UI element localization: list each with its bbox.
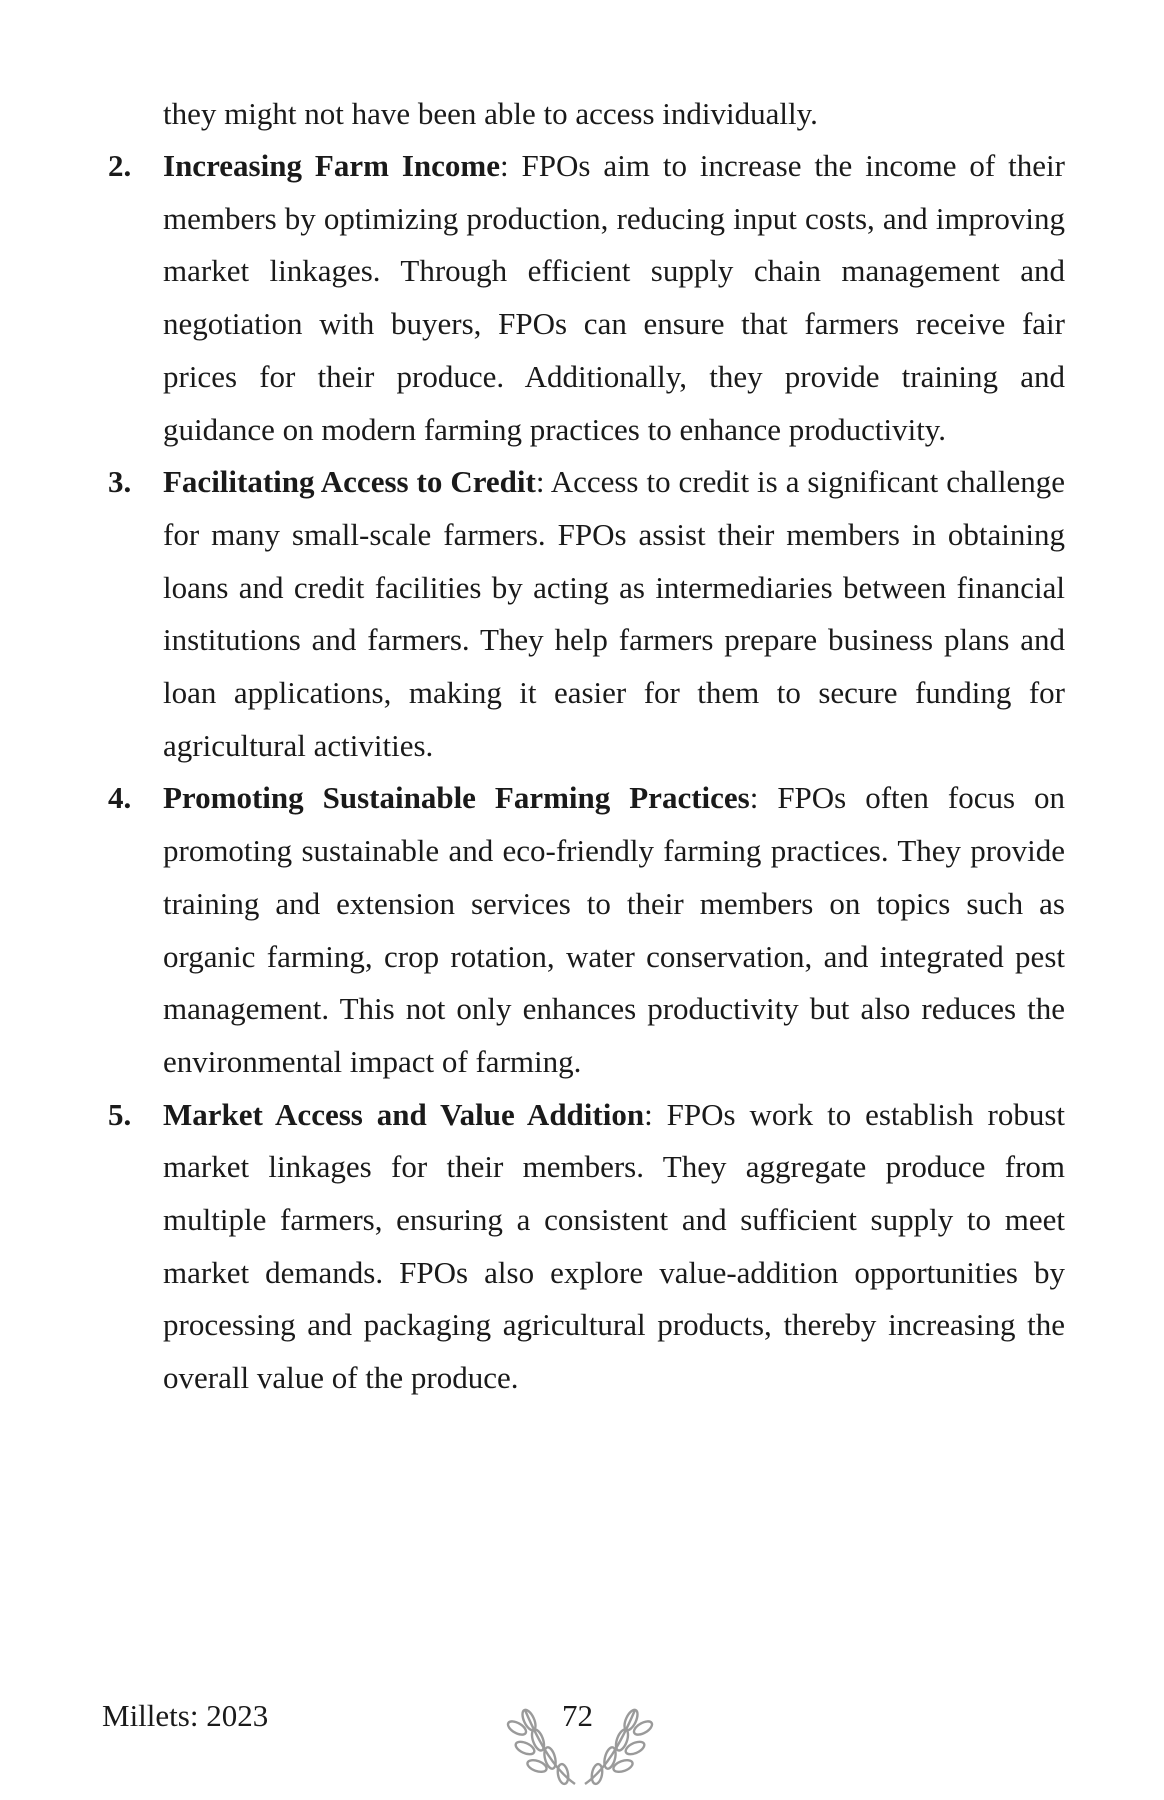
item-body: : FPOs aim to increase the income of their members by optimizing production, reducing input costs, and improving market linkages. Through efficient supply chain management and negotiation with buyers, FPOs can ensure that farmers receive fair prices for their produce. Additionally, they provide training and guidance on modern farming practices to enhance productivity. (163, 148, 1065, 447)
item-title: Increasing Farm Income (163, 148, 500, 183)
item-number: 4. (108, 780, 132, 816)
page-footer (0, 1690, 1164, 1790)
item-body: : Access to credit is a significant challenge for many small-scale farmers. FPOs assist their members in obtaining loans and credit facilities by acting as intermediaries between financial institutions and farmers. They help farmers prepare business plans and loan applications, making it easier for them to secure funding for agricultural activities. (163, 464, 1065, 763)
item-title: Market Access and Value Addition (163, 1096, 645, 1132)
continuation-paragraph: they might not have been able to access individually. (163, 96, 818, 131)
numbered-list (0, 140, 1164, 1405)
page-number: 72 (562, 1698, 593, 1733)
item-number: 3. (108, 464, 132, 500)
item-body: : FPOs work to establish robust market linkages for their members. They aggregate produce from multiple farmers, ensuring a consistent and sufficient supply to meet market demands. FPOs also explore value-addition opportunities by processing and packaging agricultural products, thereby increasing the overall value of the produce. (163, 1096, 1065, 1396)
list-item (0, 140, 1065, 456)
item-title: Facilitating Access to Credit (163, 464, 536, 500)
item-title: Promoting Sustainable Farming Practices (163, 780, 750, 816)
item-number: 2. (108, 148, 132, 183)
book-title: Millets: 2023 (102, 1698, 269, 1733)
list-item (0, 1089, 1065, 1405)
list-item (0, 772, 1065, 1088)
item-body: : FPOs often focus on promoting sustainable and eco-friendly farming practices. They provide training and extension services to their members on topics such as organic farming, crop rotation, water conservation, and integrated pest management. This not only enhances productivity but also reduces the environmental impact of farming. (163, 780, 1065, 1079)
list-item (0, 456, 1065, 772)
item-number: 5. (108, 1096, 132, 1132)
